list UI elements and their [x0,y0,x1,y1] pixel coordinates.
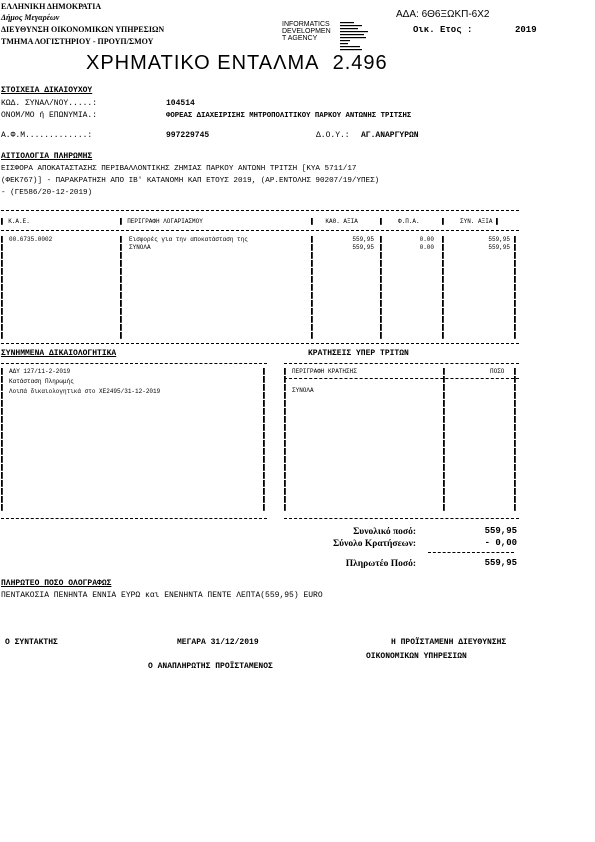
list-item: ΑΔΥ 127/11-2-2019 [9,368,71,375]
documents-col-sep: ▌ ▌ ▌ ▌ ▌ ▌ ▌ ▌ ▌ ▌ ▌ ▌ ▌ ▌ ▌ ▌ ▌ ▌ [263,368,267,511]
main-table-header-desc: ▌ ΠΕΡΙΓΡΑΦΗ ΛΟΓΑΡΙΑΣΜΟΥ [120,218,203,225]
table-totals-net: 559,95 [352,244,374,251]
table-row-desc: Εισφορές για την αποκατάσταση της [129,236,248,243]
main-table-header-vat: ▌ Φ.Π.Α. [380,218,420,225]
summary-total-label: Συνολικό ποσό: [353,527,416,537]
documents-top-rule [1,363,267,364]
doy-label: Δ.Ο.Υ.: [316,131,350,140]
documents-section-title: ΣΥΝΗΜΜΕΝΑ ΔΙΚΑΙΟΛΟΓΗΤΙΚΑ [1,349,117,358]
main-table-header-kae: ▌ Κ.Α.Ε. [1,218,30,225]
list-item: Λοιπά δικαιολογητικά στο ΧΕ2495/31-12-2019 [9,388,161,395]
main-table-header-rule [1,230,519,231]
summary-payable: 559,95 [484,558,517,568]
table-row-kae: 00.6735.0002 [9,236,53,243]
withholdings-header-rule [284,378,519,379]
municipality-name: Δήμος Μεγαρέων [1,13,60,22]
department-name: ΤΜΗΜΑ ΛΟΓΙΣΤΗΡΙΟΥ - ΠΡΟΥΠ/ΣΜΟΥ [1,37,154,46]
main-table-header-net: ▌ ΚΑΘ. ΑΞΙΑ [311,218,358,225]
document-title-label: ΧΡΗΜΑΤΙΚΟ ΕΝΤΑΛΜΑ [86,52,320,74]
list-item: Κατάσταση Πληρωμής [9,378,74,385]
agency-logo: INFORMATICS DEVELOPMEN T AGENCY [282,21,331,42]
withholdings-totals-label: ΣΥΝΟΛΑ [292,387,314,394]
republic-header: ΕΛΛΗΝΙΚΗ ΔΗΜΟΚΡΑΤΙΑ [1,2,102,11]
main-table-bottom-rule [1,343,519,344]
withholdings-col-sep: ▌ ▌ ▌ ▌ ▌ ▌ ▌ ▌ ▌ ▌ ▌ ▌ ▌ ▌ ▌ ▌ ▌ ▌ [443,368,447,511]
table-row-total: 559,95 [488,236,510,243]
amount-words-text: ΠΕΝΤΑΚΟΣΙΑ ΠΕΝΗΝΤΑ ΕΝΝΙΑ ΕΥΡΩ και ΕΝΕΝΗΝΤΑ ΠΕΝΤΕ ΛΕΠΤΑ(559,95) EURO [1,591,323,600]
fiscal-year-label: Οικ. Ετος : [413,25,473,35]
afm-value: 997229745 [166,131,210,140]
table-totals-label: ΣΥΝΟΛΑ [129,244,151,251]
withholdings-header-amount: ΠΟΣΟ [490,368,505,375]
doy-value: ΑΓ.ΑΝΑΡΓΥΡΩΝ [361,131,419,140]
summary-withholdings: - 0,00 [484,538,517,548]
justification-section-title: ΑΙΤΙΟΛΟΓΙΑ ΠΛΗΡΩΜΗΣ [1,152,93,161]
summary-withholdings-label: Σύνολο Κρατήσεων: [332,539,416,549]
withholdings-col-sep: ▌ ▌ ▌ ▌ ▌ ▌ ▌ ▌ ▌ ▌ ▌ ▌ ▌ ▌ ▌ ▌ ▌ ▌ [284,368,288,511]
summary-rule [428,552,514,553]
summary-total: 559,95 [484,526,517,536]
justification-line-3: - (ΓΕ586/20-12-2019) [1,189,93,197]
document-title [86,51,388,75]
documents-bottom-rule [1,518,267,519]
document-number: 2.496 [332,52,388,74]
directorate-name: ΔΙΕΥΘΥΝΣΗ ΟΙΚΟΝΟΜΙΚΩΝ ΥΠΗΡΕΣΙΩΝ [1,25,165,34]
beneficiary-section-title: ΣΤΟΙΧΕΙΑ ΔΙΚΑΙΟΥΧΟΥ [1,86,93,95]
main-table-col-sep: ▌ ▌ ▌ ▌ ▌ ▌ ▌ ▌ ▌ ▌ ▌ ▌ ▌ [380,236,384,339]
justification-line-2: (ΦΕΚ767)] - ΠΑΡΑΚΡΑΤΗΣΗ ΑΠΟ ΙΒ' ΚΑΤΑΝΟΜΗ ΚΑΠ ΕΤΟΥΣ 2019, (ΑΡ.ΕΝΤΟΛΗΣ 90207/19/ΥΠΕΣ) [1,177,380,185]
signature-head-line-2: ΟΙΚΟΝΟΜΙΚΩΝ ΥΠΗΡΕΣΙΩΝ [366,652,467,661]
beneficiary-name: ΦΟΡΕΑΣ ΔΙΑΧΕΙΡΙΣΗΣ ΜΗΤΡΟΠΟΛΙΤΙΚΟΥ ΠΑΡΚΟΥ ΑΝΤΩΝΗΣ ΤΡΙΤΣΗΣ [166,112,412,120]
amount-words-section-title: ΠΛΗΡΩΤΕΟ ΠΟΣΟ ΟΛΟΓΡΑΦΩΣ [1,579,112,588]
withholdings-col-sep: ▌ ▌ ▌ ▌ ▌ ▌ ▌ ▌ ▌ ▌ ▌ ▌ ▌ ▌ ▌ ▌ ▌ ▌ [514,368,518,511]
summary-payable-label: Πληρωτέο Ποσό: [345,559,416,569]
main-table-col-sep: ▌ ▌ ▌ ▌ ▌ ▌ ▌ ▌ ▌ ▌ ▌ ▌ ▌ [311,236,315,339]
afm-label: Α.Φ.Μ.............: [1,131,93,140]
signature-deputy: Ο ΑΝΑΠΛΗΡΩΤΗΣ ΠΡΟΪΣΤΑΜΕΝΟΣ [148,662,273,671]
signature-place-date: ΜΕΓΑΡΑ 31/12/2019 [177,638,259,647]
withholdings-bottom-rule [284,518,519,519]
main-table-col-sep: ▌ ▌ ▌ ▌ ▌ ▌ ▌ ▌ ▌ ▌ ▌ ▌ ▌ [442,236,446,339]
main-table-header-total: ▌ ΣΥΝ. ΑΞΙΑ ▌ [442,218,500,225]
documents-col-sep: ▌ ▌ ▌ ▌ ▌ ▌ ▌ ▌ ▌ ▌ ▌ ▌ ▌ ▌ ▌ ▌ ▌ ▌ [1,368,5,511]
signature-head-line-1: Η ΠΡΟΪΣΤΑΜΕΝΗ ΔΙΕΥΘΥΝΣΗΣ [391,638,507,647]
signature-author: Ο ΣΥΝΤΑΚΤΗΣ [5,638,58,647]
table-row-vat: 0.00 [419,236,434,243]
justification-line-1: ΕΙΣΦΟΡΑ ΑΠΟΚΑΤΑΣΤΑΣΗΣ ΠΕΡΙΒΑΛΛΟΝΤΙΚΗΣ ΖΗΜΙΑΣ ΠΑΡΚΟΥ ΑΝΤΩΝΗ ΤΡΙΤΣΗ [ΚΥΑ 5711/17 [1,165,357,173]
withholdings-header-desc: ΠΕΡΙΓΡΑΦΗ ΚΡΑΤΗΣΗΣ [292,368,357,375]
table-totals-vat: 0.00 [419,244,434,251]
fiscal-year: 2019 [515,25,537,35]
beneficiary-code: 104514 [166,99,195,108]
agency-logo-graphic [340,21,378,51]
main-table-col-sep: ▌ ▌ ▌ ▌ ▌ ▌ ▌ ▌ ▌ ▌ ▌ ▌ ▌ [1,236,5,339]
beneficiary-name-label: ΟΝΟΜ/ΜΟ ή ΕΠΩΝΥΜΙΑ.: [1,111,98,120]
ada-code: ΑΔΑ: 6Θ6ΞΩΚΠ-6Χ2 [396,9,490,20]
table-row-net: 559,95 [352,236,374,243]
main-table-col-sep: ▌ ▌ ▌ ▌ ▌ ▌ ▌ ▌ ▌ ▌ ▌ ▌ ▌ [514,236,518,339]
withholdings-section-title: ΚΡΑΤΗΣΕΙΣ ΥΠΕΡ ΤΡΙΤΩΝ [308,349,409,358]
main-table-col-sep: ▌ ▌ ▌ ▌ ▌ ▌ ▌ ▌ ▌ ▌ ▌ ▌ ▌ [120,236,124,339]
beneficiary-code-label: ΚΩΔ. ΣΥΝΑΛ/ΝΟΥ.....: [1,99,98,108]
table-totals-total: 559,95 [488,244,510,251]
withholdings-top-rule [284,363,519,364]
main-table-top-rule [1,210,519,211]
